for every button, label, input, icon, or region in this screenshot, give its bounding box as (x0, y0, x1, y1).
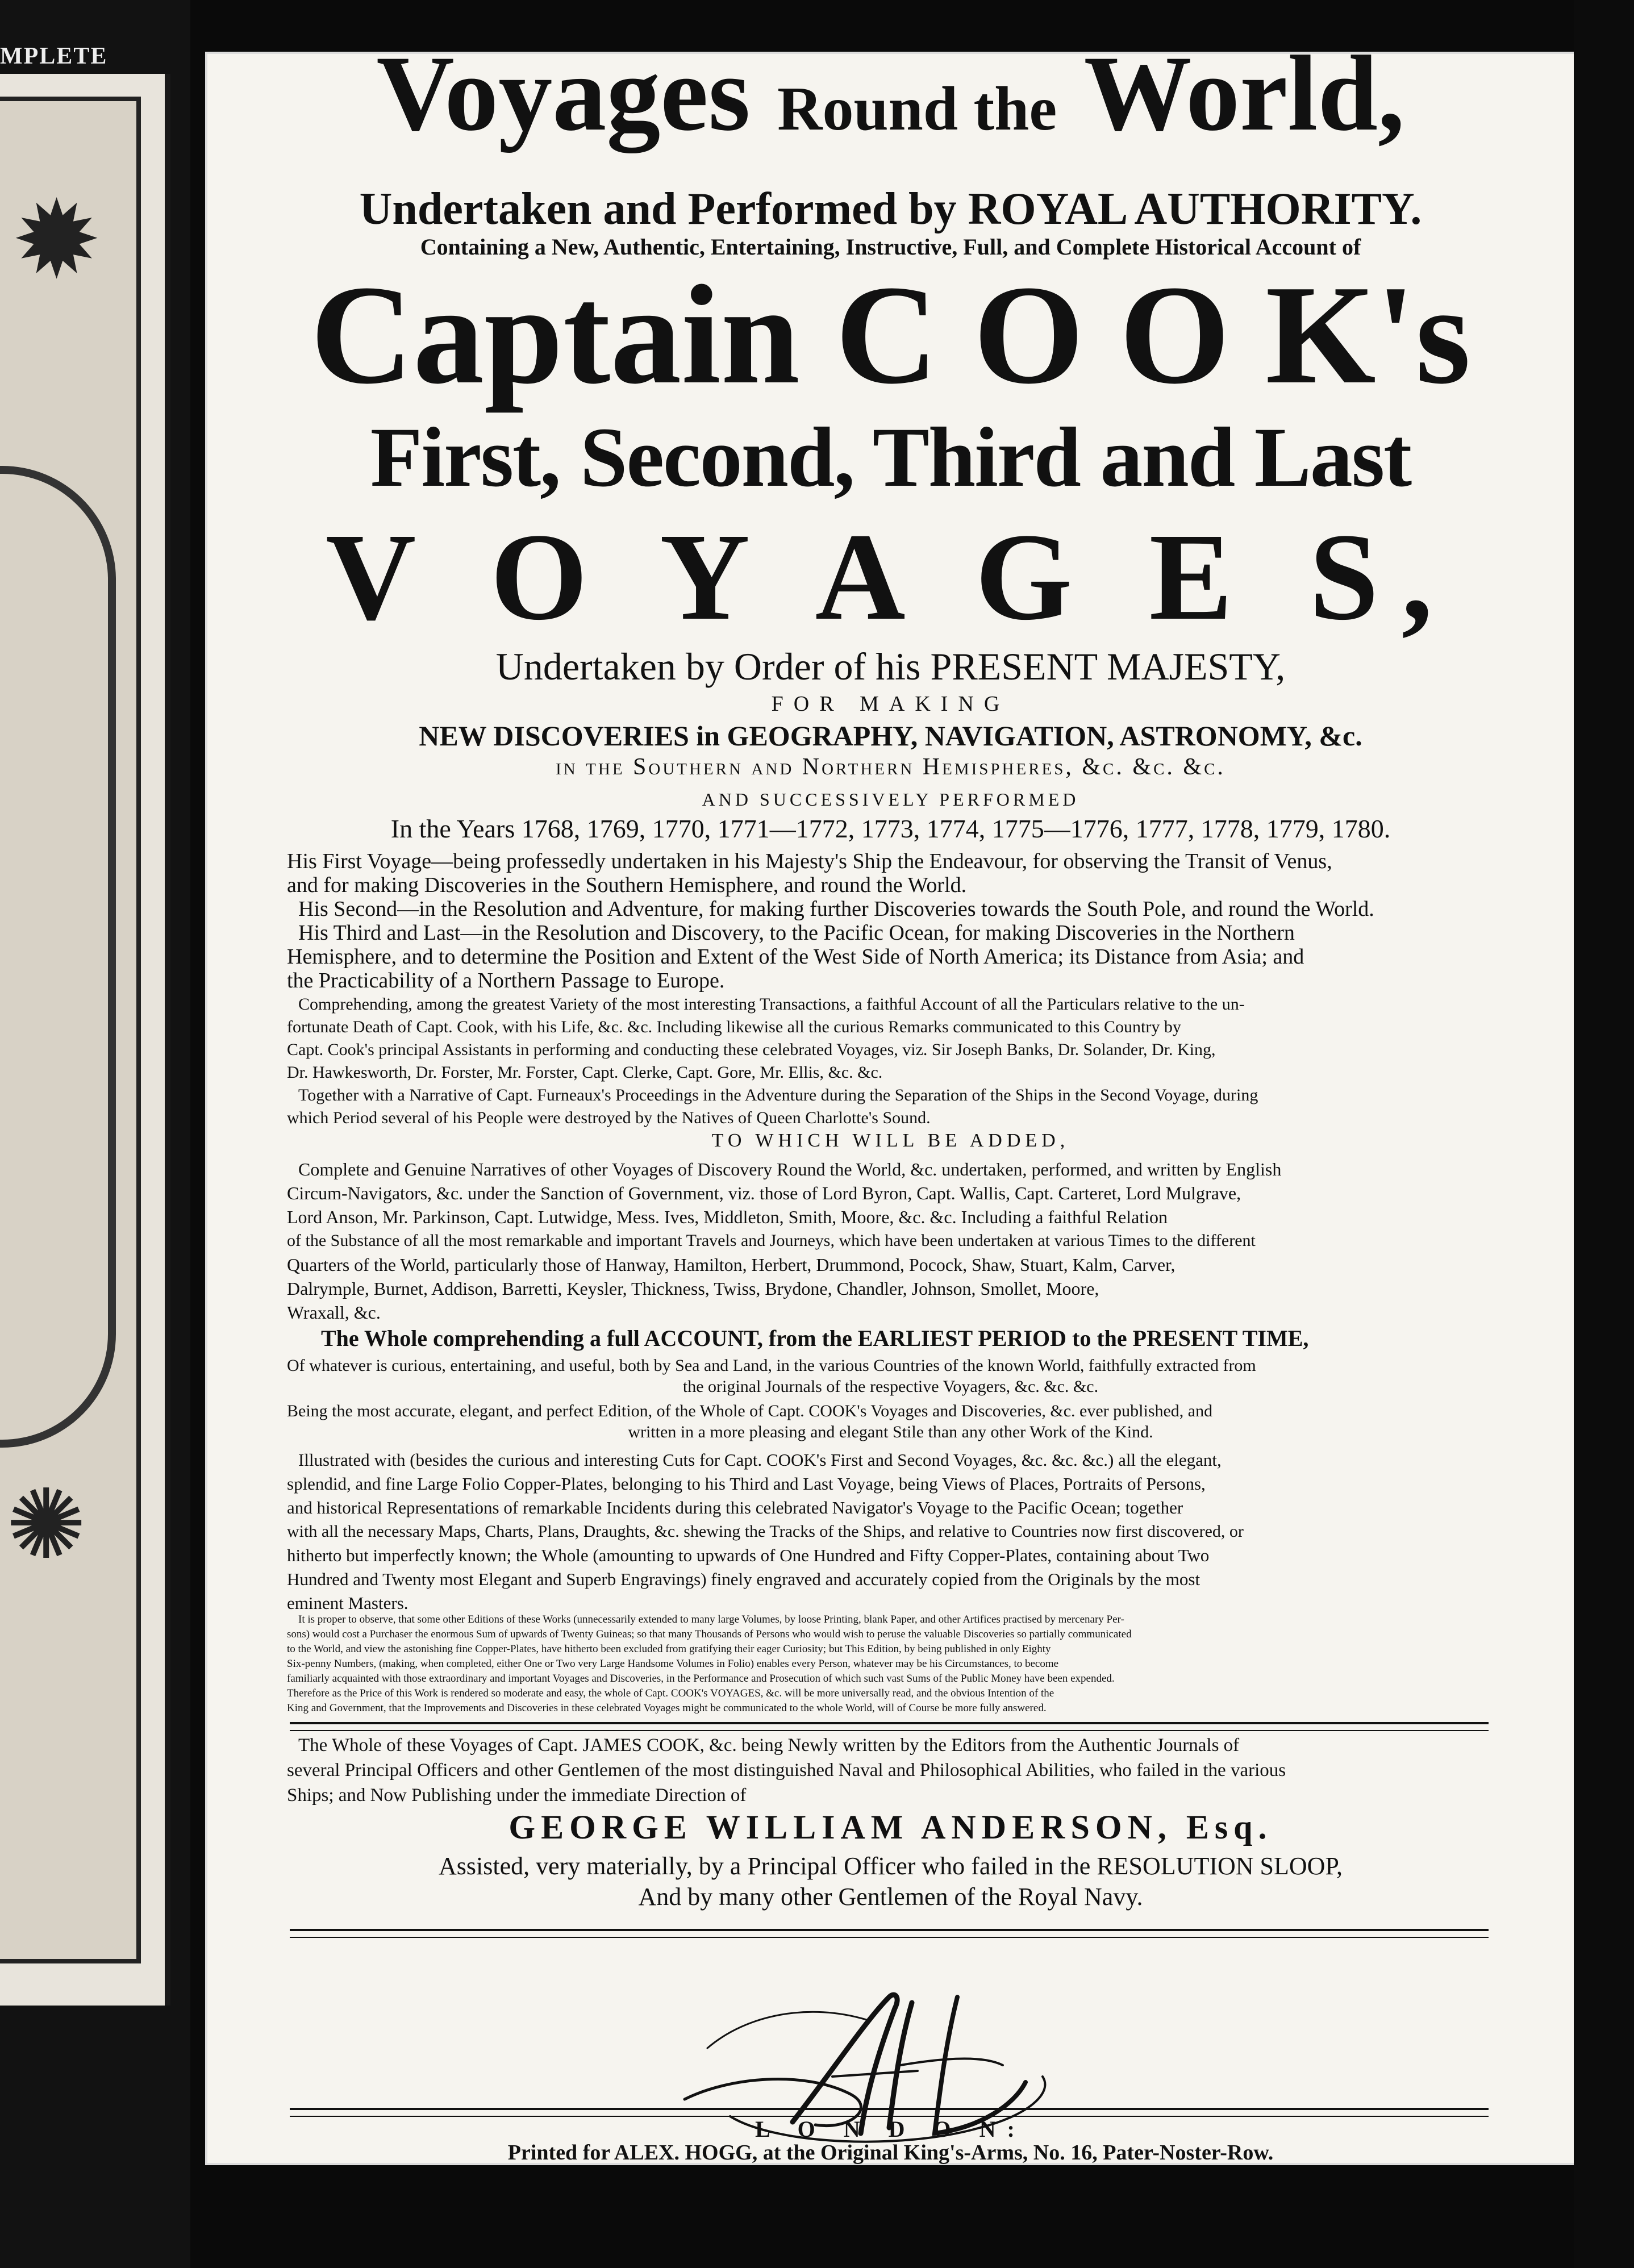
body-line: Dr. Hawkesworth, Dr. Forster, Mr. Forster, Capt. Clerke, Capt. Gore, Mr. Ellis, &c. &c. (287, 1063, 883, 1082)
body-line: Capt. Cook's principal Assistants in performing and conducting these celebrated Voyages, viz. Sir Joseph Banks, Dr. Solander, Dr. King, (287, 1040, 1216, 1059)
ornament-star-icon: ✹ (11, 182, 102, 301)
editor-name: GEORGE WILLIAM ANDERSON, Esq. (508, 1808, 1273, 1846)
illustrated-line: Illustrated with (besides the curious and interesting Cuts for Capt. COOK's First and Second Voyages, &c. &c. &c.) all the elegant, (298, 1450, 1222, 1470)
body-line: the Practicability of a Northern Passage to Europe. (287, 969, 725, 993)
illustrated-line: Hundred and Twenty most Elegant and Superb Engravings) finely engraved and accurately copied from the Originals by the most (287, 1569, 1201, 1589)
body-line: Comprehending, among the greatest Variety of the most interesting Transactions, a faithful Account of all the Particulars relative to the un- (298, 995, 1245, 1014)
added-line: of the Substance of all the most remarkable and important Travels and Journeys, which have been undertaken at various Times to the different (287, 1231, 1256, 1250)
added-line: Complete and Genuine Narratives of other Voyages of Discovery Round the World, &c. undertaken, performed, and written by English (298, 1159, 1282, 1179)
body-line: and for making Discoveries in the Southern Hemisphere, and round the World. (287, 873, 967, 897)
frontispiece-plate-word: MPLETE (0, 43, 108, 69)
small-print-line: It is proper to observe, that some other Editions of these Works (unnecessarily extended to many large Volumes, by loose Printing, blank Paper, and other Artifices practised by mercenary Per- (298, 1614, 1124, 1625)
london-label: L O N D O N: (755, 2116, 1026, 2142)
subtitle-royal-authority: Undertaken and Performed by ROYAL AUTHORITY. (359, 184, 1422, 234)
added-line: Circum-Navigators, &c. under the Sanction of Government, viz. those of Lord Byron, Capt. Wallis, Capt. Carteret, Lord Mulgrave, (287, 1183, 1241, 1203)
assisted-line: And by many other Gentlemen of the Royal Navy. (638, 1883, 1143, 1911)
assisted-line: Assisted, very materially, by a Principal Officer who failed in the RESOLUTION SLOOP, (438, 1852, 1343, 1880)
anderson-line: The Whole of these Voyages of Capt. JAMES COOK, &c. being Newly written by the Editors from the Authentic Journals of (298, 1735, 1240, 1756)
headline-captain-cook: Captain C O O K's (310, 256, 1471, 414)
years-line: In the Years 1768, 1769, 1770, 1771—1772, 1773, 1774, 1775—1776, 1777, 1778, 1779, 1780. (390, 814, 1391, 843)
order-of-majesty-line: Undertaken by Order of his PRESENT MAJESTY, (495, 645, 1286, 688)
divider-rule (290, 2108, 1489, 2110)
imprint-line: Printed for ALEX. HOGG, at the Original King's-Arms, No. 16, Pater-Noster-Row. (507, 2141, 1274, 2165)
illustrated-line: with all the necessary Maps, Charts, Plans, Draughts, &c. shewing the Tracks of the Ships, and relative to Countries now first discovered, or (287, 1522, 1244, 1541)
body-line: fortunate Death of Capt. Cook, with his Life, &c. &c. Including likewise all the curious Remarks communicated to this Country by (287, 1018, 1181, 1036)
illustrated-line: and historical Representations of remarkable Incidents during this celebrated Navigator's Voyage to the Pacific Ocean; together (287, 1498, 1183, 1517)
whole-line: Being the most accurate, elegant, and perfect Edition, of the Whole of Capt. COOK's Voyages and Discoveries, &c. ever published, and (287, 1402, 1213, 1420)
headline-first-second-third: First, Second, Third and Last (370, 410, 1411, 505)
illustrated-line: eminent Masters. (287, 1593, 408, 1613)
small-print-line: Six-penny Numbers, (making, when completed, either One or Two very Large Handsome Volumes in Folio) enables every Person, whatever may be his Circumstances, to become (287, 1658, 1059, 1670)
successively-performed-line: AND SUCCESSIVELY PERFORMED (702, 789, 1079, 810)
ornament-star-icon: ✺ (6, 1472, 87, 1579)
frontispiece-arch (0, 466, 116, 1448)
whole-line: Of whatever is curious, entertaining, and useful, both by Sea and Land, in the various Countries of the known World, faithfully extracted from (287, 1356, 1256, 1375)
whole-line: The Whole comprehending a full ACCOUNT, from the EARLIEST PERIOD to the PRESENT TIME, (321, 1325, 1309, 1351)
body-line: Together with a Narrative of Capt. Furneaux's Proceedings in the Adventure during the Separation of the Ships in the Second Voyage, during (298, 1086, 1258, 1104)
headline-word-voyages: Voyages (376, 34, 751, 153)
small-print-line: to the World, and view the astonishing fine Copper-Plates, have hitherto been excluded from gratifying their eager Curiosity; but This Edition, by being published in only Eighty (287, 1643, 1051, 1655)
page-gutter (1574, 0, 1634, 2268)
added-line: Wraxall, &c. (287, 1302, 381, 1323)
body-line: Hemisphere, and to determine the Position and Extent of the West Side of North America; its Distance from Asia; and (287, 945, 1304, 969)
to-which-will-be-added: TO WHICH WILL BE ADDED, (711, 1130, 1070, 1151)
body-line: His First Voyage—being professedly undertaken in his Majesty's Ship the Endeavour, for observing the Transit of Venus, (287, 849, 1332, 873)
illustrated-line: splendid, and fine Large Folio Copper-Plates, belonging to his Third and Last Voyage, being Views of Places, Portraits of Persons, (287, 1474, 1206, 1494)
whole-line: written in a more pleasing and elegant Stile than any other Work of the Kind. (628, 1423, 1153, 1441)
new-discoveries-line: NEW DISCOVERIES in GEOGRAPHY, NAVIGATION, ASTRONOMY, &c. (419, 720, 1362, 752)
for-making-line: FOR MAKING (771, 692, 1010, 716)
small-print-line: sons) would cost a Purchaser the enormous Sum of upwards of Twenty Guineas; so that many Thousands of Persons who would wish to peruse the valuable Discoveries so partially communicated (287, 1628, 1132, 1640)
body-line: which Period several of his People were destroyed by the Natives of Queen Charlotte's Sound. (287, 1108, 931, 1127)
containing-line: Containing a New, Authentic, Entertaining, Instructive, Full, and Complete Historical Account of (420, 234, 1361, 260)
anderson-line: Ships; and Now Publishing under the immediate Direction of (287, 1785, 747, 1806)
frontispiece-edge (0, 0, 190, 2268)
small-print-line: Therefore as the Price of this Work is rendered so moderate and easy, the whole of Capt. COOK's VOYAGES, &c. will be more universally read, and the obvious Intention of the (287, 1687, 1054, 1699)
headline-word-round-the: Round the (777, 74, 1057, 143)
hemispheres-line: in the Southern and Northern Hemispheres, &c. &c. &c. (556, 754, 1226, 780)
body-line: His Second—in the Resolution and Adventure, for making further Discoveries towards the South Pole, and round the World. (298, 897, 1374, 921)
divider-rule (290, 1722, 1489, 1724)
title-page (207, 34, 1574, 2165)
headline-voyages: V O Y A G E S, (326, 507, 1456, 646)
headline-voyages-round-world (207, 34, 1574, 165)
body-line: His Third and Last—in the Resolution and Discovery, to the Pacific Ocean, for making Discoveries in the Northern (298, 921, 1295, 945)
added-line: Quarters of the World, particularly those of Hanway, Hamilton, Herbert, Drummond, Pocock, Shaw, Stuart, Kalm, Carver, (287, 1254, 1176, 1275)
added-line: Lord Anson, Mr. Parkinson, Capt. Lutwidge, Mess. Ives, Middleton, Smith, Moore, &c. &c. Including a faithful Relation (287, 1207, 1168, 1227)
whole-line: the original Journals of the respective Voyagers, &c. &c. &c. (682, 1377, 1099, 1396)
small-print-line: familiarly acquainted with those extraordinary and important Voyages and Discoveries, in the Performance and Prosecution of which such vast Sums of the Public Money have been expended. (287, 1673, 1115, 1685)
divider-rule (290, 1929, 1489, 1931)
added-line: Dalrymple, Burnet, Addison, Barretti, Keysler, Thickness, Twiss, Brydone, Chandler, Johnson, Smollet, Moore, (287, 1278, 1099, 1299)
illustrated-line: hitherto but imperfectly known; the Whole (amounting to upwards of One Hundred and Fifty Copper-Plates, containing about Two (287, 1545, 1210, 1565)
anderson-line: several Principal Officers and other Gentlemen of the most distinguished Naval and Philosophical Abilities, who failed in the various (287, 1760, 1286, 1781)
small-print-line: King and Government, that the Improvements and Discoveries in these celebrated Voyages might be communicated to the whole World, will of Course be more fully answered. (287, 1702, 1047, 1714)
headline-word-world: World, (1083, 34, 1405, 153)
